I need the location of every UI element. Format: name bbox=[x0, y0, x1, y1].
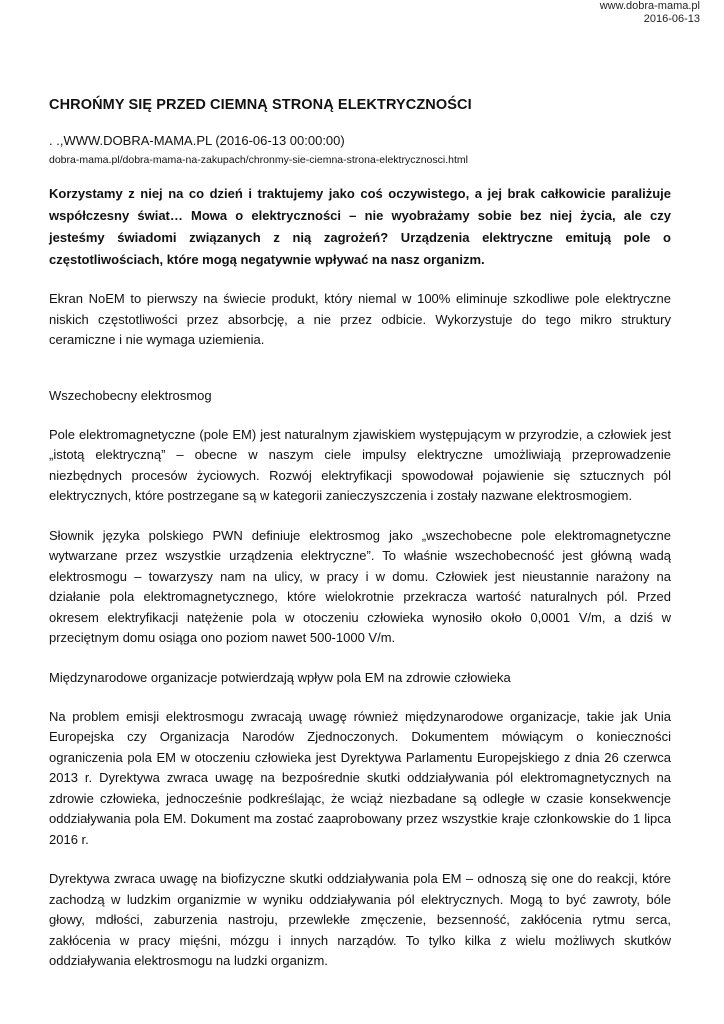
paragraph-3: Słownik języka polskiego PWN definiuje elektrosmog jako „wszechobecne pole elektromagnetyczne wytwarzane przez wszystkie urządzenia elektryczne”. To właśnie wszechobecność jest główną wadą elektrosmogu – towarzyszy nam na ulicy, w pracy i w domu. Człowiek jest nieustannie narażony na działanie pola elektromagnetycznego, które wielokrotnie przekracza wartość naturalnych pól. Przed okresem elektryfikacji natężenie pola w otoczeniu człowieka wynosiło około 0,0001 V/m, a dziś w przeciętnym domu osiąga ono poziom nawet 500-1000 V/m. bbox=[49, 527, 671, 645]
article-url: dobra-mama.pl/dobra-mama-na-zakupach/chronmy-sie-ciemna-strona-elektrycznosci.html bbox=[49, 154, 468, 166]
subheading-1: Wszechobecny elektrosmog bbox=[49, 387, 212, 403]
header-site: www.dobra-mama.pl bbox=[599, 0, 700, 12]
paragraph-1: Ekran NoEM to pierwszy na świecie produkt, który niemal w 100% eliminuje szkodliwe pole elektryczne niskich częstotliwości przez absorbcję, a nie przez odbicie. Wykorzystuje do tego mikro struktury ceramiczne i nie wymaga uziemienia. bbox=[49, 291, 671, 347]
article-lead: Korzystamy z niej na co dzień i traktujemy jako coś oczywistego, a jej brak całkowicie paraliżuje współczesny świat… Mowa o elektryczności – nie wyobrażamy sobie bez niej życia, ale czy jesteśmy świadomi związanych z nią zagrożeń? Urządzenia elektryczne emitują pole o częstotliwościach, które mogą negatywnie wpływać na nasz organizm. bbox=[49, 186, 671, 267]
article-source: . .,WWW.DOBRA-MAMA.PL (2016-06-13 00:00:00) bbox=[49, 133, 345, 148]
paragraph-4: Na problem emisji elektrosmogu zwracają uwagę również międzynarodowe organizacje, takie jak Unia Europejska czy Organizacja Narodów Zjednoczonych. Dokumentem mówiącym o konieczności ograniczenia pola EM w otoczeniu człowieka jest Dyrektywa Parlamentu Europejskiego z dnia 26 czerwca 2013 r. Dyrektywa zwraca uwagę na bezpośrednie skutki oddziaływania pól elektromagnetycznych na zdrowie człowieka, jednocześnie podkreślając, że wciąż niezbadane są odległe w czasie konsekwencje oddziaływania pola EM. Dokument ma zostać zaaprobowany przez wszystkie kraje członkowskie do 1 lipca 2016 r. bbox=[49, 708, 671, 847]
paragraph-5: Dyrektywa zwraca uwagę na biofizyczne skutki oddziaływania pola EM – odnoszą się one do reakcji, które zachodzą w ludzkim organizmie w wyniku oddziaływania pól elektrycznych. Mogą to być zawroty, bóle głowy, mdłości, zaburzenia nastroju, przewlekłe zmęczenie, bezsenność, zakłócenia rytmu serca, zakłócenia w pracy mięśni, mózgu i innych narządów. To tylko kilka z wielu możliwych skutków oddziaływania elektrosmogu na ludzki organizm. bbox=[49, 871, 671, 968]
subheading-2: Międzynarodowe organizacje potwierdzają wpływ pola EM na zdrowie człowieka bbox=[49, 669, 511, 685]
article-title: CHROŃMY SIĘ PRZED CIEMNĄ STRONĄ ELEKTRYCZNOŚCI bbox=[49, 97, 472, 113]
paragraph-2: Pole elektromagnetyczne (pole EM) jest naturalnym zjawiskiem występującym w przyrodzie, a człowiek jest „istotą elektryczną” – obecne w naszym ciele impulsy elektryczne umożliwiają przeprowadzenie niezbędnych procesów życiowych. Rozwój elektryfikacji spowodował pojawienie się sztucznych pól elektrycznych, które postrzegane są w kategorii zanieczyszczenia i zostały nazwane elektrosmogiem. bbox=[49, 426, 671, 503]
article-body bbox=[49, 96, 671, 991]
page-header bbox=[600, 0, 700, 26]
spacer bbox=[49, 370, 671, 386]
header-date: 2016-06-13 bbox=[643, 13, 700, 25]
